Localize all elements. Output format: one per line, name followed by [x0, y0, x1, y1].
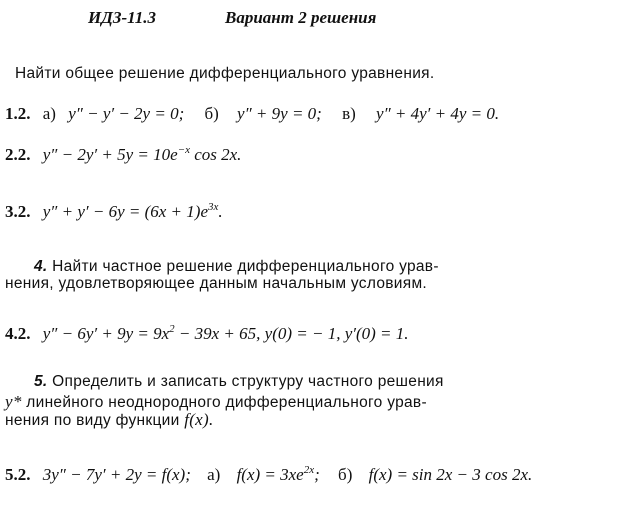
exponent: 3x: [208, 201, 219, 213]
equation-tail: − 39x + 65, y(0) = − 1, y′(0) = 1.: [174, 324, 409, 343]
equation-main: y″ + y′ − 6y = (6x + 1)e: [42, 202, 208, 221]
problem-number: 4.2.: [5, 324, 31, 343]
problem-4-2: [5, 324, 409, 344]
equation-1-2-v: y″ + 4y′ + 4y = 0.: [376, 104, 500, 123]
equation-1-2-a: y″ − y′ − 2y = 0;: [68, 104, 185, 123]
equation-tail: ;: [314, 465, 320, 484]
problem-2-2: [5, 145, 241, 165]
equation-main: f(x) = 3xe: [236, 465, 304, 484]
equation-5-2: 3y″ − 7y′ + 2y = f(x);: [42, 465, 191, 484]
equation-main: y″ − 2y′ + 5y = 10e: [42, 145, 178, 164]
equation-tail: cos 2x.: [189, 145, 242, 164]
section5-number: 5.: [34, 373, 48, 390]
y-star: y*: [5, 392, 22, 411]
section5-text-2: линейного неоднородного дифференциального урав-: [21, 394, 427, 411]
section4-text: Найти частное решение дифференциального урав-: [52, 258, 439, 275]
problem-number: 5.2.: [5, 465, 31, 484]
problem-number: 1.2.: [5, 104, 31, 123]
equation-5-2-b: f(x) = sin 2x − 3 cos 2x.: [368, 465, 533, 484]
section5-text-3: нения по виду функции: [5, 412, 185, 429]
equation-1-2-b: y″ + 9y = 0;: [237, 104, 322, 123]
equation-5-2-a: [237, 465, 320, 484]
problem-3-2: [5, 202, 223, 222]
section4-number: 4.: [34, 258, 48, 275]
exponent: 2x: [303, 464, 315, 476]
equation-2-2: [43, 145, 242, 164]
part-label-a: а): [207, 465, 221, 484]
function-fx: f(x).: [184, 410, 214, 429]
part-label-b: б): [338, 465, 353, 484]
section1-instruction: Найти общее решение дифференциального уравнения.: [15, 65, 435, 82]
section5-instruction-line1: [34, 373, 444, 391]
part-label-v: в): [342, 104, 356, 123]
problem-number: 2.2.: [5, 145, 31, 164]
problem-number: 3.2.: [5, 202, 31, 221]
part-label-a: а): [42, 104, 56, 123]
exponent: −x: [177, 144, 190, 156]
section5-instruction-line2: [5, 392, 427, 412]
assignment-code: ИДЗ-11.3: [88, 8, 156, 27]
equation-tail: .: [218, 202, 223, 221]
equation-4-2: [43, 324, 409, 343]
exponent: 2: [169, 323, 175, 335]
variant-title: Вариант 2 решения: [225, 8, 377, 27]
part-label-b: б): [204, 104, 219, 123]
section5-instruction-line3: [5, 410, 214, 430]
problem-5-2: [5, 465, 532, 485]
equation-main: y″ − 6y′ + 9y = 9x: [42, 324, 170, 343]
section4-instruction-line1: [34, 258, 439, 276]
problem-1-2: [5, 104, 499, 124]
section4-instruction-line2: нения, удовлетворяющее данным начальным условиям.: [5, 275, 428, 292]
section5-text: Определить и записать структуру частного решения: [52, 373, 444, 390]
equation-3-2: [43, 202, 223, 221]
